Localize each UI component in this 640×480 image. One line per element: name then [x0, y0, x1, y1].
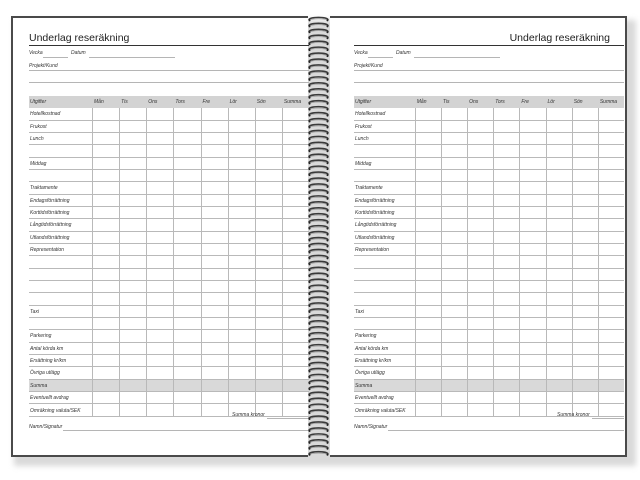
column-header: Lör — [547, 99, 555, 105]
spiral-ring — [309, 428, 329, 432]
vecka-label: Vecka — [354, 50, 368, 56]
row-label: Parkering — [30, 333, 52, 340]
spiral-ring — [309, 130, 329, 134]
spiral-ring — [309, 357, 329, 361]
spiral-ring — [309, 101, 329, 105]
table-row — [29, 293, 309, 305]
table-row — [354, 145, 624, 157]
table-row — [354, 158, 624, 170]
column-header: Tors — [175, 99, 185, 105]
projekt-label: Projekt/Kund — [354, 63, 383, 69]
row-label: Ersättning kr/km — [355, 358, 392, 365]
row-label: Omräkning valuta/SEK — [30, 407, 81, 414]
title-rule — [29, 45, 309, 46]
page-title: Underlag reseräkning — [509, 32, 610, 44]
column-header: Ons — [469, 99, 479, 105]
spiral-ring — [309, 53, 329, 57]
table-row — [354, 355, 624, 367]
spiral-ring — [309, 327, 329, 331]
column-divider — [146, 108, 147, 417]
table-row — [354, 195, 624, 207]
spiral-ring — [309, 89, 329, 93]
spiral-ring — [309, 154, 329, 158]
column-divider — [228, 108, 229, 417]
spiral-ring — [309, 309, 329, 313]
spiral-ring — [309, 160, 329, 164]
table-row — [354, 108, 624, 120]
column-header: Tis — [121, 99, 128, 105]
summa-kronor-line — [592, 418, 624, 419]
table-row — [29, 343, 309, 355]
row-label: Lunch — [30, 136, 44, 143]
spiral-ring — [309, 142, 329, 146]
spiral-ring — [309, 196, 329, 200]
spiral-ring — [309, 166, 329, 170]
column-divider — [572, 108, 573, 417]
column-header: Sön — [256, 99, 266, 105]
table-row — [354, 207, 624, 219]
table-row — [29, 145, 309, 157]
spiral-ring — [309, 398, 329, 402]
row-label: Omräkning valuta/SEK — [355, 407, 406, 414]
table-row — [29, 244, 309, 256]
projekt-line-1 — [29, 70, 309, 71]
table-row — [354, 343, 624, 355]
table-row — [29, 121, 309, 133]
vecka-line — [368, 57, 393, 58]
right-page — [330, 16, 627, 457]
column-divider — [546, 108, 547, 417]
row-label: Antal körda km — [30, 345, 64, 352]
table-row — [354, 219, 624, 231]
row-label: Antal körda km — [355, 345, 389, 352]
spiral-ring — [309, 321, 329, 325]
row-label: Endagsförrättning — [30, 197, 70, 204]
title-rule — [354, 45, 624, 46]
row-label: Frukost — [30, 123, 47, 130]
column-divider — [493, 108, 494, 417]
spiral-ring — [309, 59, 329, 63]
table-row — [354, 367, 624, 379]
spiral-ring — [309, 214, 329, 218]
spiral-ring — [309, 273, 329, 277]
row-label: Lunch — [355, 136, 369, 143]
row-label: Taxi — [355, 308, 364, 315]
column-header: Tors — [495, 99, 505, 105]
spiral-ring — [309, 136, 329, 140]
row-label: Traktamente — [355, 185, 383, 192]
table-row — [354, 318, 624, 330]
table-row — [354, 121, 624, 133]
column-divider — [467, 108, 468, 417]
table-row — [29, 256, 309, 268]
spiral-ring — [309, 77, 329, 81]
spiral-ring — [309, 184, 329, 188]
spiral-ring — [309, 267, 329, 271]
spiral-ring — [309, 23, 329, 27]
column-header: Sön — [573, 99, 583, 105]
table-row — [29, 355, 309, 367]
column-header: Mån — [416, 99, 427, 105]
row-label: Middag — [355, 160, 372, 167]
table-row — [29, 367, 309, 379]
spiral-ring — [309, 339, 329, 343]
table-row — [354, 256, 624, 268]
row-label: Representation — [30, 247, 64, 254]
spiral-ring — [309, 208, 329, 212]
table-row — [354, 330, 624, 342]
left-page — [11, 16, 308, 457]
spiral-ring — [309, 172, 329, 176]
page-title: Underlag reseräkning — [29, 32, 130, 44]
row-label: Parkering — [355, 333, 377, 340]
table-row — [29, 158, 309, 170]
expense-table — [354, 96, 624, 417]
spiral-ring — [309, 124, 329, 128]
datum-label: Datum — [71, 50, 86, 56]
table-row — [29, 318, 309, 330]
summa-kronor-line — [267, 418, 309, 419]
table-row — [29, 405, 309, 417]
spiral-ring — [309, 303, 329, 307]
spiral-ring — [309, 291, 329, 295]
row-label: Summa — [30, 382, 48, 389]
spiral-ring — [309, 315, 329, 319]
column-header: Utgifter — [30, 99, 47, 105]
table-row — [354, 244, 624, 256]
column-divider — [519, 108, 520, 417]
table-row — [29, 269, 309, 281]
spiral-ring — [309, 148, 329, 152]
row-label: Frukost — [355, 123, 372, 130]
vecka-line — [43, 57, 68, 58]
table-row — [354, 269, 624, 281]
table-row — [354, 380, 624, 392]
spiral-ring — [309, 95, 329, 99]
signature-line — [388, 430, 624, 431]
signature-label: Namn/Signatur — [354, 424, 388, 430]
row-label: Hotellkostnad — [30, 111, 61, 118]
column-header: Mån — [94, 99, 104, 105]
table-row — [29, 232, 309, 244]
spiral-ring — [309, 65, 329, 69]
spiral-ring — [309, 452, 329, 456]
spiral-ring — [309, 238, 329, 242]
table-row — [29, 207, 309, 219]
row-label: Utlandsförrättning — [355, 234, 395, 241]
spiral-ring — [309, 255, 329, 259]
vecka-label: Vecka — [29, 50, 43, 56]
table-row — [29, 195, 309, 207]
spiral-ring — [309, 297, 329, 301]
projekt-line-2 — [29, 82, 309, 83]
column-header: Lör — [229, 99, 237, 105]
signature-label: Namn/Signatur — [29, 424, 63, 430]
column-divider — [598, 108, 599, 417]
column-divider — [119, 108, 120, 417]
datum-line — [414, 57, 500, 58]
projekt-line-2 — [354, 82, 624, 83]
row-label: Traktamente — [30, 185, 58, 192]
spiral-ring — [309, 249, 329, 253]
spiral-ring — [309, 333, 329, 337]
row-label: Övriga utlägg — [355, 370, 385, 377]
spiral-ring — [309, 113, 329, 117]
table-row — [354, 170, 624, 182]
table-row — [354, 281, 624, 293]
column-header: Summa — [599, 99, 618, 105]
table-row — [354, 293, 624, 305]
row-label: Korttidsförrättning — [355, 210, 395, 217]
row-label: Ersättning kr/km — [30, 358, 67, 365]
projekt-label: Projekt/Kund — [29, 63, 58, 69]
spiral-ring — [309, 351, 329, 355]
spiral-ring — [309, 178, 329, 182]
column-header: Summa — [283, 99, 302, 105]
spiral-ring — [309, 368, 329, 372]
table-row — [29, 306, 309, 318]
table-header-row — [29, 96, 309, 108]
spiral-ring — [309, 440, 329, 444]
row-label: Långtidsförrättning — [30, 222, 72, 229]
spiral-ring — [309, 71, 329, 75]
spiral-ring — [309, 434, 329, 438]
table-row — [29, 330, 309, 342]
column-divider — [173, 108, 174, 417]
column-divider — [441, 108, 442, 417]
summa-kronor-label: Summa kronor — [557, 412, 590, 418]
spiral-ring — [309, 345, 329, 349]
spiral-ring — [309, 392, 329, 396]
spiral-ring — [309, 226, 329, 230]
row-label: Endagsförrättning — [355, 197, 395, 204]
table-row — [354, 392, 624, 404]
column-divider — [255, 108, 256, 417]
spiral-ring — [309, 119, 329, 123]
table-header-row — [354, 96, 624, 108]
spiral-ring — [309, 190, 329, 194]
row-label: Eventuellt avdrag — [30, 395, 69, 402]
spiral-ring — [309, 422, 329, 426]
spiral-ring — [309, 83, 329, 87]
row-label: Eventuellt avdrag — [355, 395, 394, 402]
row-label: Middag — [30, 160, 47, 167]
table-row — [354, 182, 624, 194]
spiral-ring — [309, 380, 329, 384]
column-header: Tis — [442, 99, 450, 105]
spiral-ring — [309, 202, 329, 206]
spiral-ring — [309, 416, 329, 420]
column-header: Fre — [202, 99, 210, 105]
spiral-ring — [309, 261, 329, 265]
spiral-ring — [309, 404, 329, 408]
column-header: Ons — [148, 99, 158, 105]
row-label: Utlandsförrättning — [30, 234, 70, 241]
signature-line — [63, 430, 309, 431]
table-row — [29, 281, 309, 293]
spiral-ring — [309, 47, 329, 51]
spiral-ring — [309, 279, 329, 283]
column-divider — [92, 108, 93, 417]
row-label: Representation — [355, 247, 389, 254]
spiral-ring — [309, 220, 329, 224]
table-row — [354, 306, 624, 318]
spiral-ring — [309, 446, 329, 450]
row-label: Korttidsförrättning — [30, 210, 70, 217]
table-row — [29, 133, 309, 145]
expense-table — [29, 96, 309, 417]
spiral-ring — [309, 243, 329, 247]
spiral-ring — [309, 410, 329, 414]
spiral-ring — [309, 17, 329, 21]
summa-kronor-label: Summa kronor — [232, 412, 265, 418]
column-divider — [415, 108, 416, 417]
table-row — [29, 392, 309, 404]
spiral-ring — [309, 35, 329, 39]
table-row — [29, 182, 309, 194]
table-row — [29, 219, 309, 231]
spiral-ring — [309, 386, 329, 390]
table-row — [29, 380, 309, 392]
row-label: Övriga utlägg — [30, 370, 60, 377]
spiral-binding — [306, 10, 331, 462]
datum-line — [89, 57, 175, 58]
spiral-ring — [309, 285, 329, 289]
table-row — [29, 170, 309, 182]
column-divider — [282, 108, 283, 417]
column-header: Utgifter — [355, 99, 372, 105]
row-label: Hotellkostnad — [355, 111, 386, 118]
projekt-line-1 — [354, 70, 624, 71]
spiral-ring — [309, 107, 329, 111]
spiral-ring — [309, 362, 329, 366]
column-header: Fre — [521, 99, 529, 105]
row-label: Taxi — [30, 308, 39, 315]
datum-label: Datum — [396, 50, 411, 56]
table-row — [354, 232, 624, 244]
table-row — [29, 108, 309, 120]
row-label: Långtidsförrättning — [355, 222, 397, 229]
row-label: Summa — [355, 382, 373, 389]
spiral-ring — [309, 29, 329, 33]
spiral-ring — [309, 232, 329, 236]
column-divider — [201, 108, 202, 417]
spiral-ring — [309, 374, 329, 378]
table-row — [354, 133, 624, 145]
spiral-ring — [309, 41, 329, 45]
